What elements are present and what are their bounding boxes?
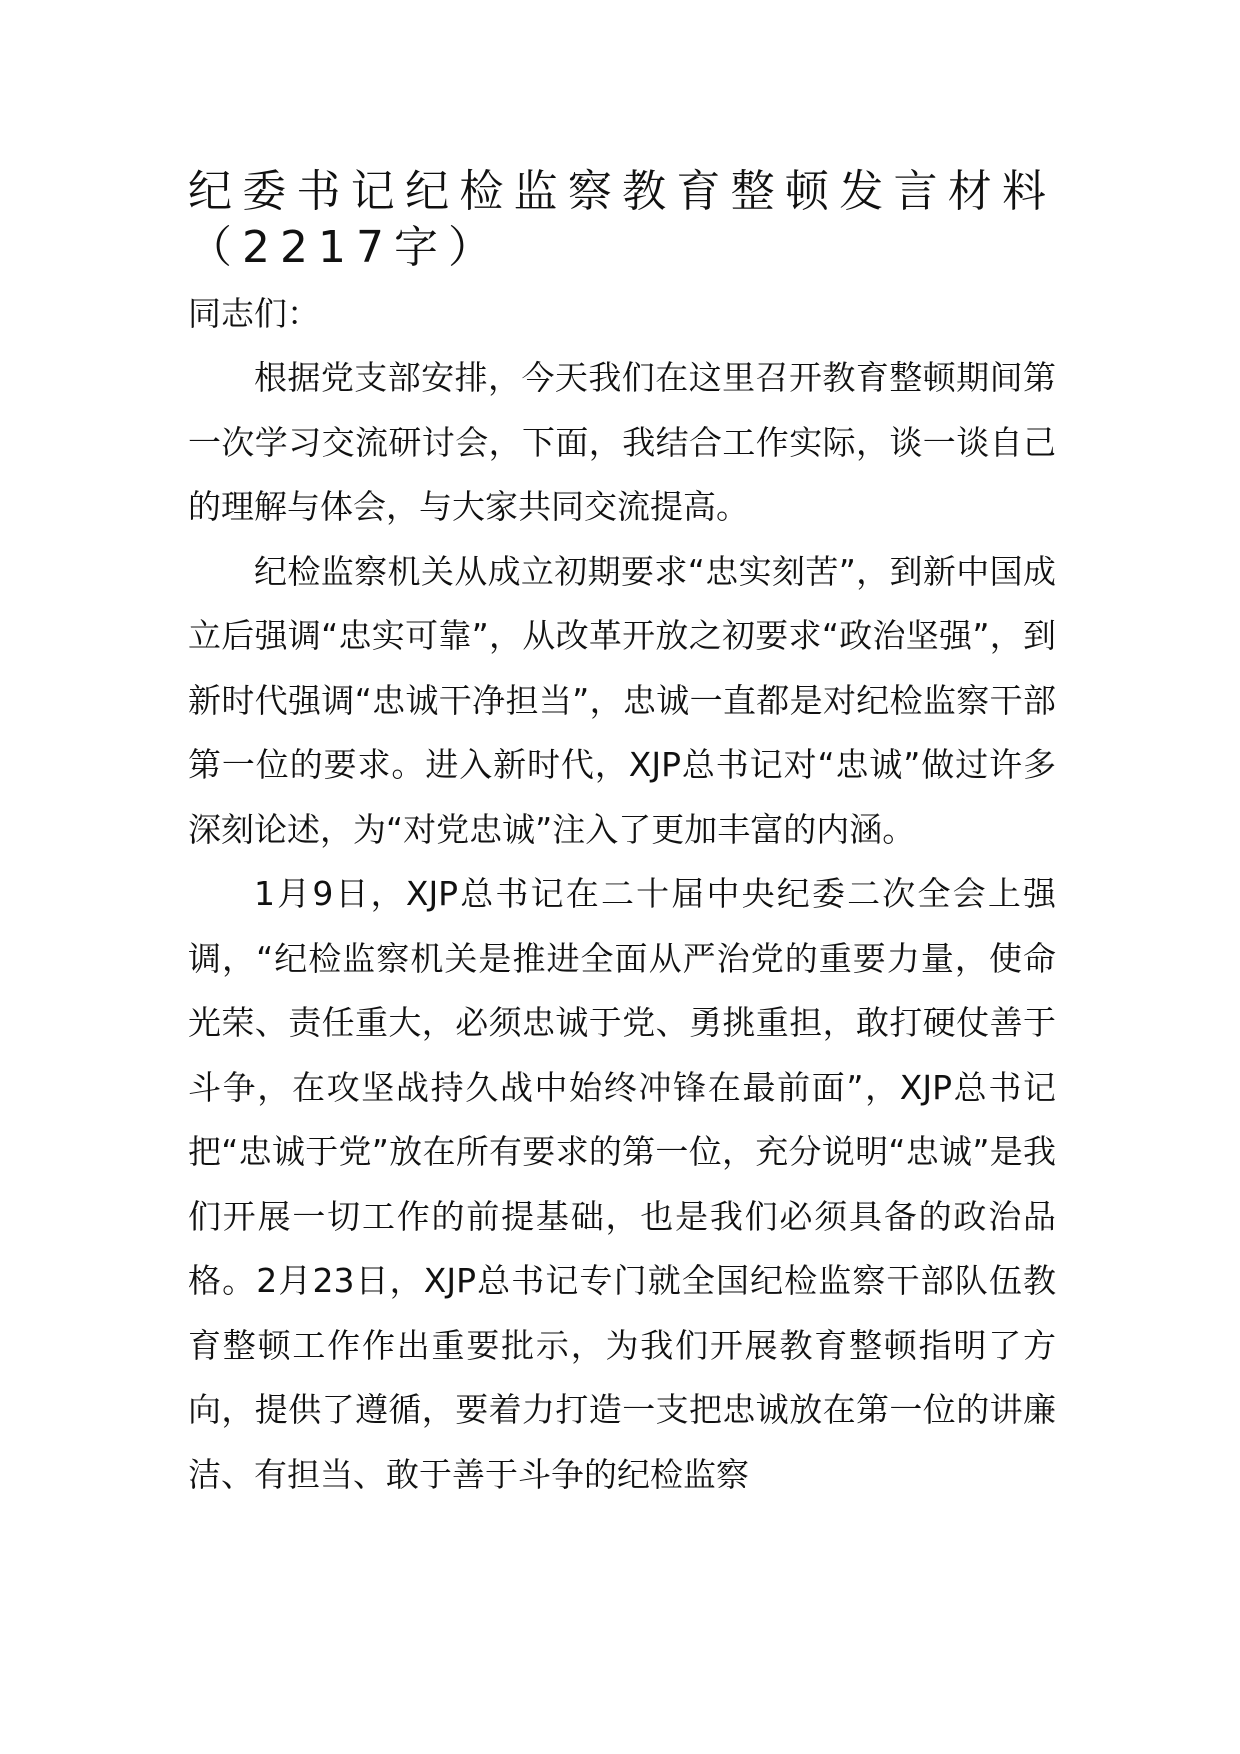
- paragraph-2: 纪检监察机关从成立初期要求“忠实刻苦”，到新中国成立后强调“忠实可靠”，从改革开放之初要求“政治坚强”，到新时代强调“忠诚干净担当”，忠诚一直都是对纪检监察干部第一位的要求。进入新时代，XJP总书记对“忠诚”做过许多深刻论述，为“对党忠诚”注入了更加丰富的内涵。: [188, 551, 1056, 849]
- paragraph-1: 根据党支部安排，今天我们在这里召开教育整顿期间第一次学习交流研讨会，下面，我结合工作实际，谈一谈自己的理解与体会，与大家共同交流提高。: [188, 358, 1056, 526]
- document-body: [188, 164, 1056, 1507]
- paragraph-3: 1月9日，XJP总书记在二十届中央纪委二次全会上强调，“纪检监察机关是推进全面从严治党的重要力量，使命光荣、责任重大，必须忠诚于党、勇挑重担，敢打硬仗善于斗争，在攻坚战持久战中始终冲锋在最前面”，XJP总书记把“忠诚于党”放在所有要求的第一位，充分说明“忠诚”是我们开展一切工作的前提基础，也是我们必须具备的政治品格。2月23日，XJP总书记专门就全国纪检监察干部队伍教育整顿工作作出重要批示，为我们开展教育整顿指明了方向，提供了遵循，要着力打造一支把忠诚放在第一位的讲廉洁、有担当、敢于善于斗争的纪检监察: [188, 874, 1056, 1494]
- greeting: 同志们：: [188, 294, 320, 333]
- document-title: 纪委书记纪检监察教育整顿发言材料（2217字）: [188, 166, 1056, 273]
